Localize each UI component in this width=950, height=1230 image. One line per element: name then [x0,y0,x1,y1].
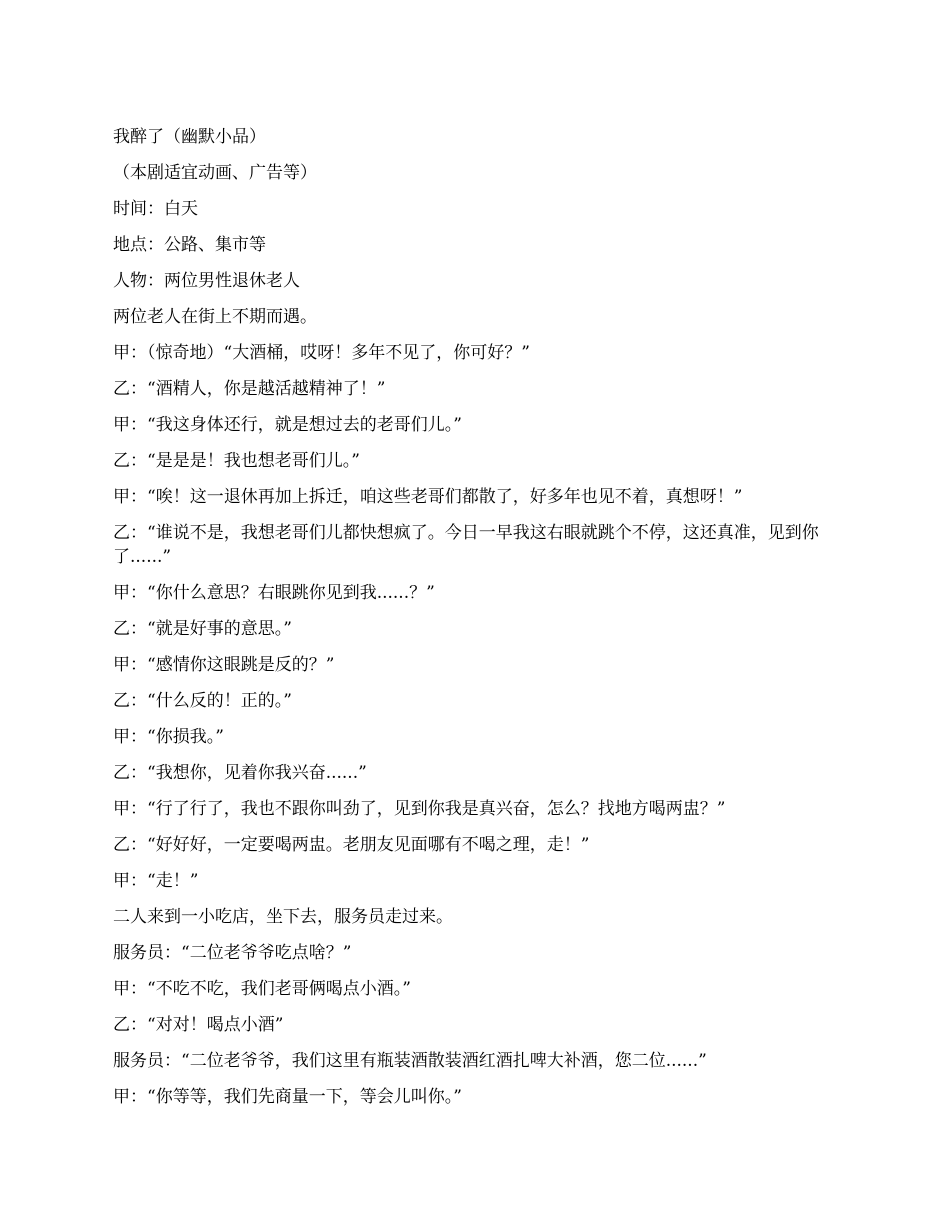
dialogue-line: 乙：“谁说不是，我想老哥们儿都快想疯了。今日一早我这右眼就跳个不停，这还真准，见到你了......” [113,523,819,567]
dialogue-line: 甲：“你什么意思？右眼跳你见到我......？” [113,583,435,603]
stage-direction: 二人来到一小吃店，坐下去，服务员走过来。 [113,907,453,927]
script-subtitle: （本剧适宜动画、广告等） [113,163,317,183]
dialogue-line: 服务员：“二位老爷爷，我们这里有瓶装酒散装酒红酒扎啤大补酒，您二位......” [113,1051,707,1071]
dialogue-line: 服务员：“二位老爷爷吃点啥？” [113,943,352,963]
script-location: 地点：公路、集市等 [113,235,266,255]
dialogue-line: 乙：“对对！喝点小酒” [113,1015,284,1035]
stage-direction: 两位老人在街上不期而遇。 [113,307,317,327]
script-title: 我醉了（幽默小品） [113,127,266,147]
dialogue-line: 乙：“是是是！我也想老哥们儿。” [113,451,360,471]
dialogue-line: 甲：“感情你这眼跳是反的？” [113,655,335,675]
dialogue-line: 乙：“就是好事的意思。” [113,619,292,639]
dialogue-line: 甲：“不吃不吃，我们老哥俩喝点小酒。” [113,979,411,999]
dialogue-line: 乙：“好好好，一定要喝两盅。老朋友见面哪有不喝之理，走！” [113,835,590,855]
dialogue-line: 乙：“我想你，见着你我兴奋......” [113,763,367,783]
document-body [113,125,835,1121]
dialogue-line: 甲：“你等等，我们先商量一下，等会儿叫你。” [113,1087,462,1107]
dialogue-line: 甲：（惊奇地）“大酒桶，哎呀！多年不见了，你可好？” [113,343,530,363]
script-characters: 人物：两位男性退休老人 [113,271,300,291]
dialogue-line: 甲：“你损我。” [113,727,224,747]
dialogue-line: 乙：“酒精人，你是越活越精神了！” [113,379,386,399]
dialogue-line: 甲：“行了行了，我也不跟你叫劲了，见到你我是真兴奋，怎么？找地方喝两盅？” [113,799,726,819]
dialogue-line: 甲：“走！” [113,871,199,891]
dialogue-line: 乙：“什么反的！正的。” [113,691,292,711]
dialogue-line: 甲：“唉！这一退休再加上拆迁，咱这些老哥们都散了，好多年也见不着，真想呀！” [113,487,743,507]
script-time: 时间：白天 [113,199,198,219]
dialogue-line: 甲：“我这身体还行，就是想过去的老哥们儿。” [113,415,462,435]
